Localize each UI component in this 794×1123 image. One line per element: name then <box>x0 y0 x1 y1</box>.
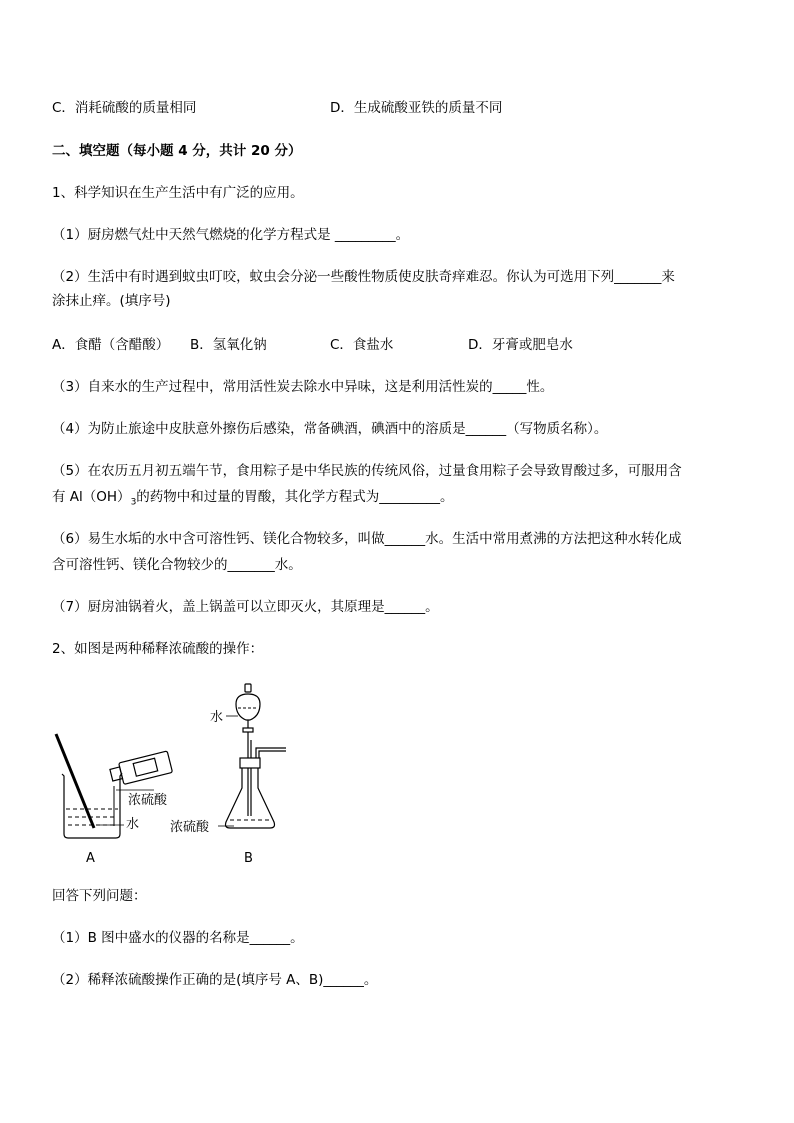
q1-part6-line1: （6）易生水垢的水中含可溶性钙、镁化合物较多，叫做______水。生活中常用煮沸的方法把这种水转化成 <box>52 531 682 547</box>
caption-a: A <box>86 851 95 866</box>
separatory-funnel-icon <box>236 694 260 720</box>
section-heading: 二、填空题（每小题 4 分，共计 20 分） <box>52 143 302 159</box>
option-c-text: C．消耗硫酸的质量相同 <box>52 100 197 116</box>
q2-answer-intro: 回答下列问题： <box>52 888 147 904</box>
q1-part7: （7）厨房油锅着火，盖上锅盖可以立即灭火，其原理是______。 <box>52 599 439 615</box>
q1-part2-line1: （2）生活中有时遇到蚊虫叮咬，蚊虫会分泌一些酸性物质使皮肤奇痒难忍。你认为可选用下列_______来 <box>52 269 675 285</box>
q1-part6-line2: 含可溶性钙、镁化合物较少的_______水。 <box>52 557 302 573</box>
q1-part5-subscript: 3 <box>130 497 137 508</box>
label-a-acid: 浓硫酸 <box>128 793 168 808</box>
q1-option-b: B．氢氧化钠 <box>190 337 267 353</box>
q1-part1: （1）厨房燃气灶中天然气燃烧的化学方程式是 _________。 <box>52 227 410 243</box>
q1-option-d: D．牙膏或肥皂水 <box>468 337 573 353</box>
reagent-bottle-icon <box>109 751 173 787</box>
q2-part2: （2）稀释浓硫酸操作正确的是(填序号 A、B)______。 <box>52 972 378 988</box>
apparatus-a <box>56 734 172 838</box>
label-a-water: 水 <box>126 817 140 832</box>
beaker-icon <box>62 773 122 838</box>
q1-part2-line2: 涂抹止痒。(填序号) <box>52 293 171 309</box>
glass-rod-icon <box>56 734 94 828</box>
q2-part1: （1）B 图中盛水的仪器的名称是______。 <box>52 930 304 946</box>
caption-b: B <box>244 851 253 866</box>
q1-part3: （3）自来水的生产过程中，常用活性炭去除水中异味，这是利用活性炭的_____性。 <box>52 379 554 395</box>
q1-intro: 1、科学知识在生产生活中有广泛的应用。 <box>52 185 304 201</box>
q1-option-a: A．食醋（含醋酸） <box>52 337 170 353</box>
option-d-text: D．生成硫酸亚铁的质量不同 <box>330 100 503 116</box>
q1-part5-line2-pre: 有 Al（OH） <box>52 489 131 505</box>
label-b-acid: 浓硫酸 <box>170 820 210 835</box>
apparatus-b <box>218 684 286 828</box>
q1-part5-line1: （5）在农历五月初五端午节，食用粽子是中华民族的传统风俗，过量食用粽子会导致胃酸过多，可服用含 <box>52 463 682 479</box>
label-b-water: 水 <box>210 710 224 725</box>
conical-flask-icon <box>226 768 275 828</box>
q1-part5-line2 <box>52 487 454 513</box>
q2-intro: 2、如图是两种稀释浓硫酸的操作： <box>52 641 264 657</box>
option-d-container <box>330 98 502 118</box>
q1-part4: （4）为防止旅途中皮肤意外擦伤后感染，常备碘酒，碘酒中的溶质是______（写物质名称）。 <box>52 421 608 437</box>
option-row-top <box>52 98 196 118</box>
q1-part5-line2-post: 的药物中和过量的胃酸，其化学方程式为_________。 <box>136 489 454 505</box>
dilution-figure <box>50 676 310 876</box>
q1-option-c: C．食盐水 <box>330 337 394 353</box>
